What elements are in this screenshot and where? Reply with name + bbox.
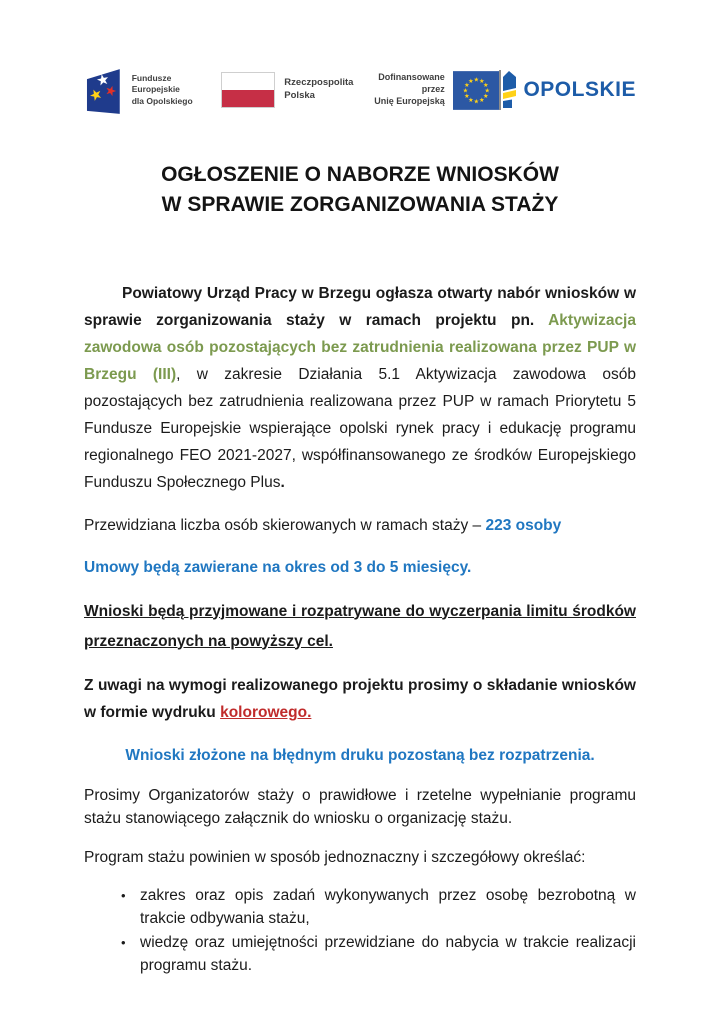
pl-label-line1: Rzeczpospolita (284, 77, 354, 89)
contract-duration-line: Umowy będą zawierane na okres od 3 do 5 miesięcy. (84, 559, 472, 576)
funds-limit-text: Wnioski będą przyjmowane i rozpatrywane do wyczerpania limitu środków przeznaczonych na powyższy cel. (84, 602, 636, 650)
logo-strip (84, 66, 636, 114)
bullet-icon: • (121, 935, 126, 950)
program-requirements-list (84, 884, 636, 977)
fe-label-line1: Fundusze Europejskie (131, 73, 180, 95)
color-print-highlight: kolorowego. (220, 704, 312, 721)
page-title (84, 160, 636, 220)
eu-funding-logo (353, 71, 499, 110)
opolskie-tower-icon (501, 71, 517, 109)
funds-limit-notice (84, 597, 636, 657)
fe-label-line2: dla Opolskiego (131, 95, 193, 106)
eu-label-line1: Dofinansowane przez (378, 72, 445, 95)
intro-end-period: . (280, 474, 285, 491)
color-print-notice (84, 672, 636, 726)
fundusze-europejskie-label (132, 73, 222, 107)
program-requirements-intro: Program stażu powinien w sposób jednoznaczny i szczegółowy określać: (84, 848, 586, 866)
page-title-line2: W SPRAWIE ZORGANIZOWANIA STAŻY (161, 193, 559, 216)
places-count-line (84, 512, 636, 539)
project-name-text: Aktywizacja zawodowa osób pozostających bez zatrudnienia realizowana przez PUP w Brzegu (III) (84, 312, 636, 383)
intro-lead-text: Powiatowy Urząd Pracy w Brzegu ogłasza otwarty nabór wniosków w sprawie zorganizowania staży w ramach projektu pn. (84, 285, 636, 329)
color-print-text: Z uwagi na wymogi realizowanego projektu prosimy o składanie wniosków w formie wydruku (84, 677, 636, 721)
rzeczpospolita-polska-label (284, 77, 353, 102)
list-item (84, 931, 636, 977)
opolskie-wordmark: OPOLSKIE (523, 78, 636, 101)
opolskie-logo (501, 71, 636, 109)
list-item-text: wiedzę oraz umiejętności przewidziane do nabycia w trakcie realizacji programu stażu. (140, 934, 636, 974)
places-count-text: Przewidziana liczba osób skierowanych w ramach staży – (84, 516, 486, 534)
fundusze-europejskie-flag-icon (84, 66, 124, 115)
organizers-request-paragraph: Prosimy Organizatorów staży o prawidłowe i rzetelne wypełnianie programu stażu stanowiącego załącznik do wniosku o organizację stażu. (84, 787, 636, 827)
fundusze-europejskie-logo (84, 66, 221, 115)
places-count-value: 223 osoby (485, 516, 562, 534)
list-item (84, 884, 636, 930)
polish-flag-icon (221, 72, 275, 108)
list-item-text: zakres oraz opis zadań wykonywanych przez osobę bezrobotną w trakcie odbywania stażu, (140, 887, 636, 927)
wrong-form-warning: Wnioski złożone na błędnym druku pozostaną bez rozpatrzenia. (125, 746, 595, 764)
pl-label-line2: Polska (284, 90, 315, 101)
intro-detail-text: , w zakresie Działania 5.1 Aktywizacja zawodowa osób pozostających bez zatrudnienia realizowana przez PUP w ramach Priorytetu 5 Fundusze Europejskie wspierające opolski rynek pracy i edukację programu regionalnego FEO 2021-2027, współfinansowanego ze środków Europejskiego Funduszu Społecznego Plus (84, 366, 636, 491)
eu-flag-icon (453, 71, 500, 110)
eu-funding-label (353, 72, 444, 108)
rzeczpospolita-polska-logo (221, 72, 353, 108)
bullet-icon: • (121, 888, 126, 903)
page-title-line1: OGŁOSZENIE O NABORZE WNIOSKÓW (161, 163, 559, 186)
intro-paragraph (84, 280, 636, 496)
eu-label-line2: Unię Europejską (374, 95, 445, 106)
